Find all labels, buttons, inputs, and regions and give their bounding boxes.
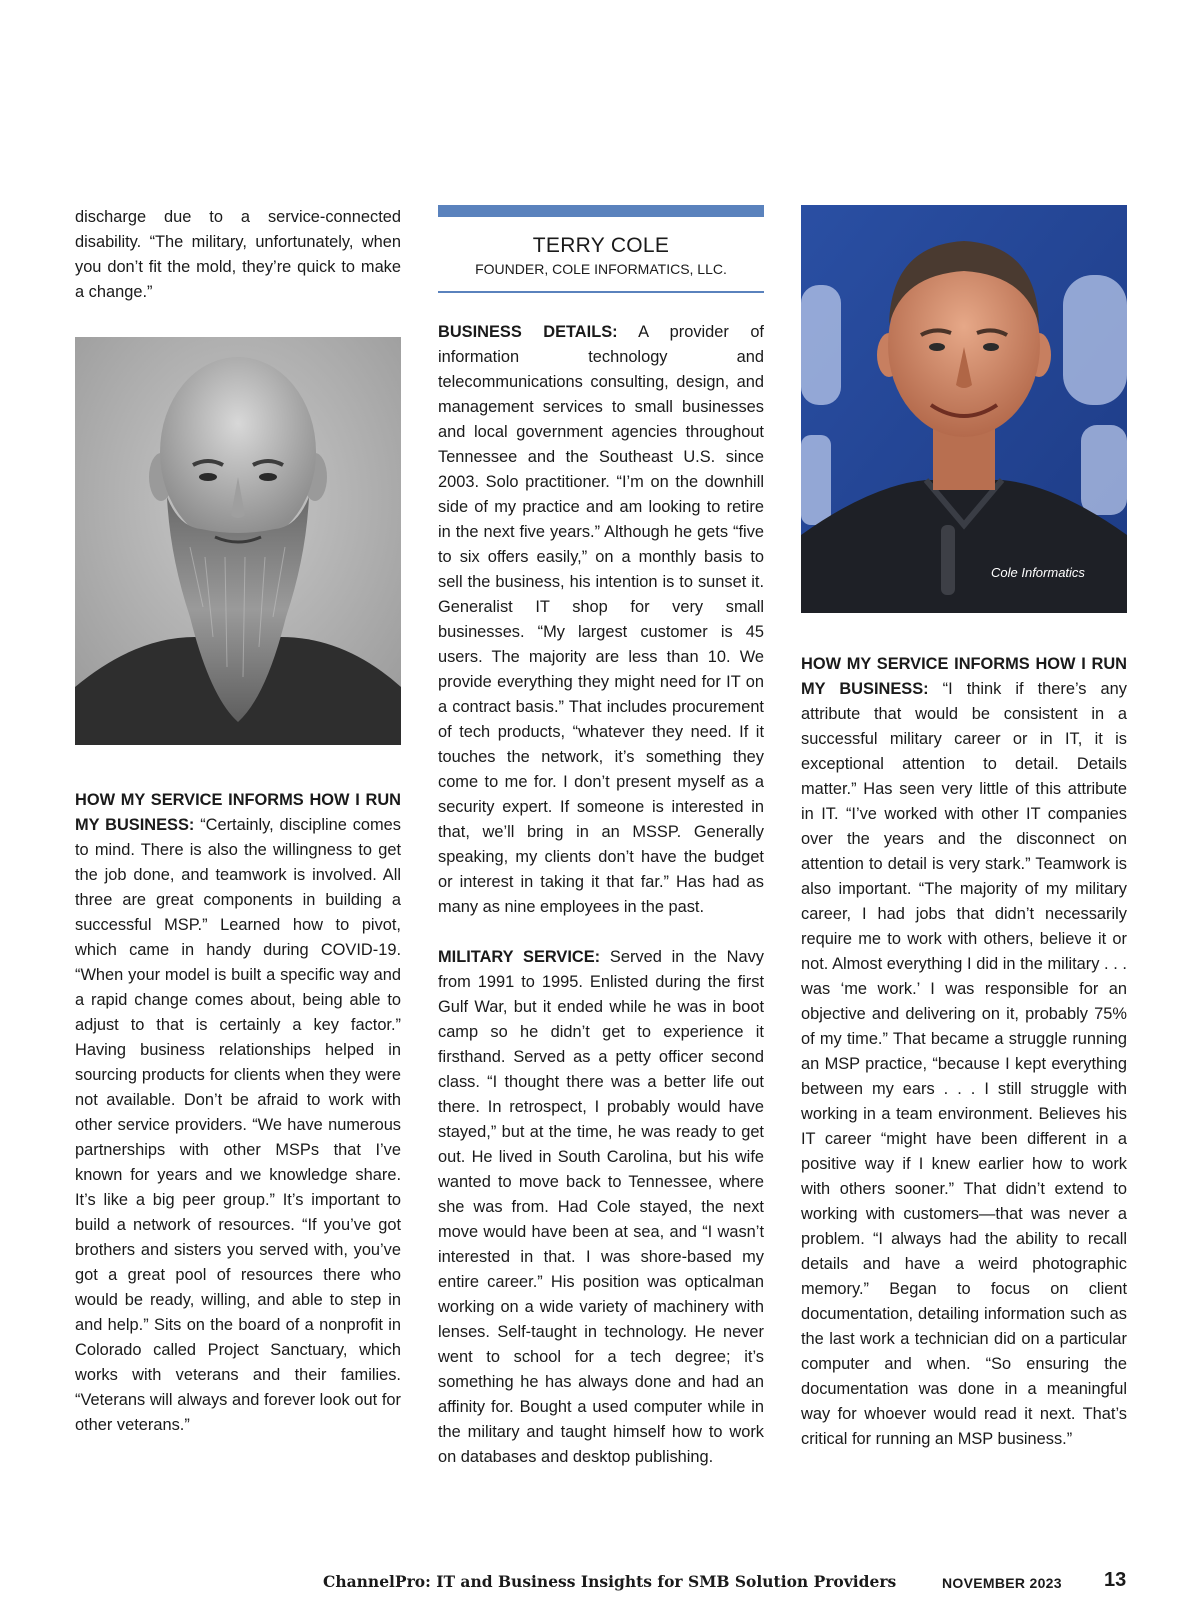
portrait-photo-bearded-man <box>75 337 401 745</box>
page-number: 13 <box>1104 1569 1127 1591</box>
military-service-paragraph <box>438 945 764 1470</box>
business-details-label: BUSINESS DETAILS: <box>438 323 618 341</box>
bio-header-bar <box>438 205 764 217</box>
portrait-illustration <box>75 337 401 745</box>
publication-name: ChannelPro: IT and Business Insights for SMB Solution Providers <box>323 1572 897 1591</box>
intro-paragraph: discharge due to a service-connected disability. “The military, unfortunately, when you don’t fit the mold, they’re quick to make a change.” <box>75 208 401 301</box>
service-text-left: “Certainly, discipline comes to mind. There is also the willingness to get the job done, and teamwork is involved. All three are great components in building a successful MSP.” Learned how to pivot, which came in handy during COVID-19. “When your model is built a specific way and a rapid change comes about, being able to adjust to that is certainly a key factor.” Having business relationships helped in sourcing products for clients when they were not available. Don’t be afraid to work with other service providers. “We have numerous partnerships with other MSPs that I’ve known for years and we knowledge share. It’s like a big peer group.” It’s important to build a network of resources. “If you’ve got brothers and sisters you served with, you’ve got a great pool of resources there who would be ready, willing, and able to step in and help.” Sits on the board of a nonprofit in Colorado called Project Sanctuary, which works with veterans and their families. “Veterans will always and forever look out for other veterans.” <box>75 816 401 1434</box>
business-details-text: A provider of information technology and telecommunications consulting, design, and management services to small businesses and local government agencies throughout Tennessee and the Southeast U.S. since 2003. Solo practitioner. “I’m on the downhill side of my practice and am looking to retire in the next five years.” Although he gets “five to six offers easily,” on a monthly basis to sell the business, his intention is to sunset it. Generalist IT shop for very small businesses. “My largest customer is 45 users. The majority are less than 10. We provide everything they might need for IT on a contract basis.” That includes procurement of tech products, “whatever they need. If it touches the network, it’s something they come to me for. I don’t present myself as a security expert. If someone is interested in that, we’ll bring in an MSSP. Generally speaking, my clients don’t have the budget or interest in taking it that far.” Has had as many as nine employees in the past. <box>438 323 764 916</box>
portrait-photo-terry-cole <box>801 205 1127 613</box>
service-label-left: HOW MY SERVICE INFORMS HOW I RUN MY BUSINESS: <box>75 791 401 834</box>
shirt-logo: Cole Informatics <box>991 565 1085 580</box>
bio-name: TERRY COLE <box>532 234 670 257</box>
business-details-paragraph <box>438 320 764 920</box>
service-text-right: “I think if there’s any attribute that would be consistent in a successful military career or in IT, it is exceptional attention to detail. Details matter.” Has seen very little of this attribute in IT. “I’ve worked with other IT companies over the years and the disconnect on attention to detail is very stark.” Teamwork is also important. “The majority of my military career, I had jobs that didn’t necessarily require me to work with others, believe it or not. Almost everything I did in the military . . . was ‘me work.’ I was responsible for an objective and delivering on it, probably 75% of my time.” That became a struggle running an MSP practice, “because I kept everything between my ears . . . I still struggle with working in a team environment. Believes his IT career “might have been different in a positive way if I knew earlier how to work with others sooner.” That didn’t extend to working with customers—that was never a problem. “I always had the ability to recall details and have a weird photographic memory.” Began to focus on client documentation, detailing information such as the last work a technician did on a particular computer and when. “So ensuring the documentation was done in a meaningful way for whoever would read it next. That’s critical for running an MSP business.” <box>801 680 1127 1448</box>
military-service-label: MILITARY SERVICE: <box>438 948 601 966</box>
column-middle <box>438 205 764 1470</box>
service-paragraph-left <box>75 788 401 1438</box>
service-label-right: HOW MY SERVICE INFORMS HOW I RUN MY BUSINESS: <box>801 655 1127 698</box>
military-service-text: Served in the Navy from 1991 to 1995. Enlisted during the first Gulf War, but it ended while he was in boot camp so he didn’t get to experience it firsthand. Served as a petty officer second class. “I thought there was a better life out there. In retrospect, I probably would have stayed,” but at the time, he was ready to get out. He lived in South Carolina, but his wife wanted to move back to Tennessee, where she was from. Had Cole stayed, the next move would have been at sea, and “I wasn’t interested in that. I was shore-based my entire career.” His position was opticalman working on a wide variety of machinery with lenses. Self-taught in technology. He never went to school for a tech degree; it’s something he has always done and had an affinity for. Bought a used computer while in the military and taught himself how to work on databases and desktop publishing. <box>438 948 765 1466</box>
column-left <box>75 205 401 1438</box>
service-paragraph-right <box>801 652 1127 1452</box>
bio-title: FOUNDER, COLE INFORMATICS, LLC. <box>475 261 727 277</box>
portrait-illustration <box>801 205 1127 613</box>
page-footer <box>0 1568 1200 1598</box>
column-right <box>801 205 1127 1452</box>
issue-date: NOVEMBER 2023 <box>942 1575 1062 1591</box>
